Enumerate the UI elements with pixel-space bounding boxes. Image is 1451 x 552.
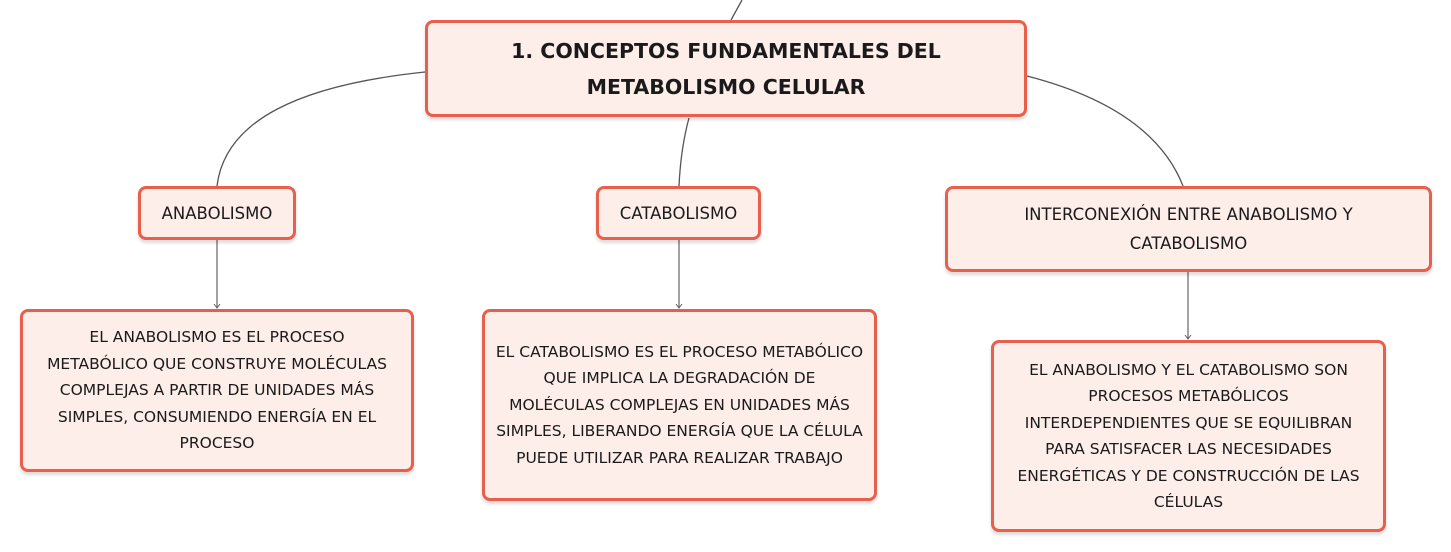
detail-node-catabolismo[interactable]: [482, 309, 877, 501]
detail-node-interconexion[interactable]: [991, 340, 1386, 532]
topic-node-label: CATABOLISMO: [619, 203, 738, 223]
detail-node-text: EL CATABOLISMO ES EL PROCESO METABÓLICO QUE IMPLICA LA DEGRADACIÓN DE MOLÉCULAS COMPLEJAS EN UNIDADES MÁS SIMPLES, LIBERANDO ENERGÍA QUE LA CÉLULA PUEDE UTILIZAR PARA REALIZAR TRABAJO: [495, 342, 864, 467]
connector-root-to-catabolismo: [679, 118, 689, 186]
topic-node-catabolismo[interactable]: [596, 186, 761, 240]
detail-node-text: EL ANABOLISMO ES EL PROCESO METABÓLICO QUE CONSTRUYE MOLÉCULAS COMPLEJAS A PARTIR DE UNIDADES MÁS SIMPLES, CONSUMIENDO ENERGÍA EN EL PROCESO: [47, 328, 387, 453]
root-node-title: 1. CONCEPTOS FUNDAMENTALES DEL METABOLISMO CELULAR: [511, 38, 941, 99]
root-node[interactable]: [425, 20, 1027, 117]
topic-node-label: ANABOLISMO: [161, 203, 273, 223]
detail-node-text: EL ANABOLISMO Y EL CATABOLISMO SON PROCESOS METABÓLICOS INTERDEPENDIENTES QUE SE EQUILIBRAN PARA SATISFACER LAS NECESIDADES ENERGÉTICAS Y DE CONSTRUCCIÓN DE LAS CÉLULAS: [1017, 360, 1360, 511]
topic-node-label: INTERCONEXIÓN ENTRE ANABOLISMO Y CATABOLISMO: [1024, 205, 1353, 253]
incoming-connector: [731, 0, 742, 20]
topic-node-interconexion[interactable]: [945, 186, 1432, 272]
connector-root-to-anabolismo: [217, 72, 425, 186]
detail-node-anabolismo[interactable]: [20, 309, 414, 472]
connector-root-to-interconexion: [1027, 76, 1183, 186]
topic-node-anabolismo[interactable]: [138, 186, 296, 240]
